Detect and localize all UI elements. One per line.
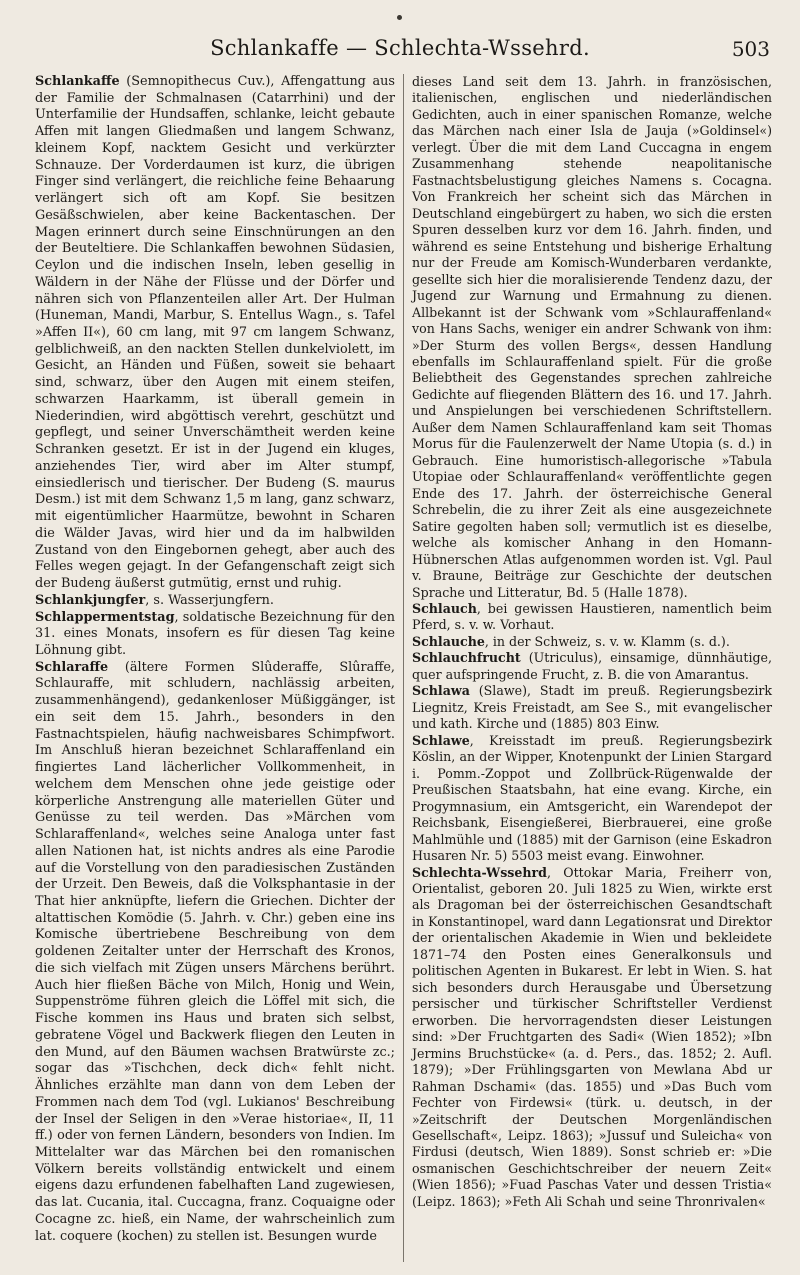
entry-headword: Schlappermentstag — [35, 609, 175, 625]
entry-headword: Schlaraffe — [35, 659, 109, 675]
dictionary-entry — [412, 634, 772, 650]
dictionary-entry — [35, 660, 395, 1246]
running-header: Schlankaffe — Schlechta-Wssehrd. — [210, 36, 590, 60]
entry-text: , Ottokar Maria, Freiherr von, Orientalist, geboren 20. Juli 1825 zu Wien, wirkte erst als Dragoman bei der österreichischen Gesandtschaft in Konstantinopel, ward dann Legationsrat und Direktor der orientalischen Akademie in Wien und bekleidete 1871–74 den Posten eines Generalkonsuls und politischen Agenten in Bukarest. Er lebt in Wien. S. hat sich besonders durch Herausgabe und Übersetzung persischer und türkischer Schriftsteller Verdienst erworben. Die hervorragendsten dieser Leistungen sind: »Der Fruchtgarten des Sadi« (Wien 1852); »Ibn Jermins Bruchstücke« (a. d. Pers., das. 1852; 2. Aufl. 1879); »Der Frühlingsgarten von Mewlana Abd ur Rahman Dschami« (das. 1855) und »Das Buch vom Fechter von Firdewsi« (türk. u. deutsch, in der »Zeitschrift der Deutschen Morgenländischen Gesellschaft«, Leipz. 1863); »Jussuf und Suleicha« von Firdusi (deutsch, Wien 1889). Sonst schrieb er: »Die osmanischen Geschichtschreiber der neuern Zeit« (Wien 1856); »Fuad Paschas Vater und dessen Tristia« (Leipz. 1863); »Feth Ali Schah und seine Thronrivalen« — [412, 864, 772, 1209]
entry-headword: Schlauche — [412, 633, 485, 649]
dictionary-entry — [412, 733, 772, 865]
column-divider — [403, 74, 404, 1262]
entry-text: , soldatische Bezeichnung für den 31. eines Monats, insofern es für diesen Tag keine Löhnung gibt. — [35, 609, 395, 658]
entry-headword: Schlechta-Wssehrd — [412, 864, 547, 880]
entry-headword: Schlankjungfer — [35, 592, 146, 608]
entry-headword: Schlauch — [412, 601, 477, 616]
ink-dot — [397, 15, 402, 20]
entry-text: , bei gewissen Haustieren, namentlich beim Pferd, s. v. w. Vorhaut. — [412, 601, 772, 633]
left-column — [35, 74, 395, 1245]
dictionary-entry — [412, 601, 772, 634]
dictionary-entry — [412, 683, 772, 732]
page-number: 503 — [731, 37, 770, 61]
dictionary-entry — [35, 610, 395, 660]
dictionary-entry — [412, 74, 772, 601]
entry-text: (Semnopithecus Cuv.), Affengattung aus der Familie der Schmalnasen (Catarrhini) und der Unterfamilie der Hundsaffen, schlanke, leicht gebaute Affen mit langen Gliedmaßen und langem Schwanz, kleinem Kopf, nacktem Gesicht und verkürzter Schnauze. Der Vorderdaumen ist kurz, die übrigen Finger sind verlängert, die reichliche feine Behaarung verlängert sich oft am Kopf. Sie besitzen Gesäßschwielen, aber keine Backentaschen. Der Magen erinnert durch seine Einschnürungen an den der Beuteltiere. Die Schlankaffen bewohnen Südasien, Ceylon und die indischen Inseln, leben gesellig in Wäldern in der Nähe der Flüsse und der Dörfer und nähren sich von Pflanzenteilen aller Art. Der Hulman (Huneman, Mandi, Marbur, S. Entellus Wagn., s. Tafel »Affen II«), 60 cm lang, mit 97 cm langem Schwanz, gelblichweiß, an den nackten Stellen dunkelviolett, im Gesicht, an Händen und Füßen, soweit sie behaart sind, schwarz, über den Augen mit einem steifen, schwarzen Haarkamm, ist überall gemein in Niederindien, wird abgöttisch verehrt, geschützt und gepflegt, und seiner Unverschämtheit werden keine Schranken gesetzt. Er ist in der Jugend ein kluges, anziehendes Tier, wird aber im Alter stumpf, einsiedlerisch und tierischer. Der Budeng (S. maurus Desm.) ist mit dem Schwanz 1,5 m lang, ganz schwarz, mit eigentümlicher Haarmütze, bewohnt in Scharen die Wälder Javas, wird hier und da im halbwilden Zustand von den Eingebornen gehegt, aber auch des Felles wegen gejagt. In der Gefangenschaft zeigt sich der Budeng äußerst gutmütig, ernst und ruhig. — [35, 74, 395, 592]
entry-text: (ältere Formen Slûderaffe, Slûraffe, Schlauraffe, mit schludern, nachlässig arbeiten, zusammenhängend), gedankenloser Müßiggänger, ist ein seit dem 15. Jahrh., besonders in den Fastnachtspielen, häufig nachweisbares Schimpfwort. Im Anschluß hieran bezeichnet Schlaraffenland ein fingiertes Land lächerlicher Vollkommenheit, in welchem dem Menschen ohne jede geistige oder körperliche Anstrengung alle materiellen Güter und Genüsse zu teil werden. Das »Märchen vom Schlaraffenland«, welches seine Analoga unter fast allen Nationen hat, ist nichts andres als eine Parodie auf die Vorstellung von den paradiesischen Zuständen der Urzeit. Den Beweis, daß die Volksphantasie in der That hier anknüpfte, liefern die Griechen. Dichter der altattischen Komödie (5. Jahrh. v. Chr.) geben eine ins Komische übertriebene Beschreibung von dem goldenen Zeitalter unter der Herrschaft des Kronos, die sich vielfach mit Zügen unsers Märchens berührt. Auch hier fließen Bäche von Milch, Honig und Wein, Suppenströme führen gleich die Löffel mit sich, die Fische kommen ins Haus und braten sich selbst, gebratene Vögel und Backwerk fliegen den Leuten in den Mund, auf den Bäumen wachsen Bratwürste zc.; sogar das »Tischchen, deck dich« fehlt nicht. Ähnliches erzählte man dann von dem Leben der Frommen nach dem Tod (vgl. Lukianos' Beschreibung der Insel der Seligen in den »Verae historiae«, II, 11 ff.) oder von fernen Ländern, besonders von Indien. Im Mittelalter war das Märchen bei den romanischen Völkern bereits vollständig entwickelt und einem eigens dazu erfundenen fabelhaften Land zugewiesen, das lat. Cucania, ital. Cuccagna, franz. Coquaigne oder Cocagne zc. hieß, ein Name, der wahrscheinlich zum lat. coquere (kochen) zu stellen ist. Besungen wurde — [35, 659, 395, 1244]
entry-headword: Schlawe — [412, 732, 470, 748]
entry-text: , Kreisstadt im preuß. Regierungsbezirk Köslin, an der Wipper, Knotenpunkt der Linien Stargard i. Pomm.-Zoppot und Zollbrück-Rügenwalde der Preußischen Staatsbahn, hat eine evang. Kirche, ein Progymnasium, ein Amtsgericht, ein Warendepot der Reichsbank, Eisengießerei, Bierbrauerei, eine große Mahlmühle und (1885) mit der Garnison (eine Eskadron Husaren Nr. 5) 5503 meist evang. Einwohner. — [412, 732, 772, 864]
entry-text: dieses Land seit dem 13. Jahrh. in französischen, italienischen, englischen und niederländischen Gedichten, auch in einer spanischen Romanze, welche das Märchen nach einer Isla de Jauja (»Goldinsel«) verlegt. Über die mit dem Land Cuccagna in engem Zusammenhang stehende neapolitanische Fastnachtsbelustigung gleiches Namens s. Cocagna. Von Frankreich her scheint sich das Märchen in Deutschland eingebürgert zu haben, wo sich die ersten Spuren desselben kurz vor dem 16. Jahrh. finden, und während es seine Entstehung und bisherige Erhaltung nur der Freude am Komisch-Wunderbaren verdankte, gesellte sich hier die moralisierende Tendenz dazu, der Jugend zur Warnung und Ermahnung zu dienen. Allbekannt ist der Schwank vom »Schlauraffenland« von Hans Sachs, weniger ein andrer Schwank von ihm: »Der Sturm des vollen Bergs«, dessen Handlung ebenfalls im Schlauraffenland spielt. Für die große Beliebtheit des Gegenstandes sprechen zahlreiche Gedichte auf fliegenden Blättern des 16. und 17. Jahrh. und Anspielungen bei verschiedenen Schriftstellern. Außer dem Namen Schlauraffenland kam seit Thomas Morus für die Faulenzerwelt der Name Utopia (s. d.) in Gebrauch. Eine humoristisch-allegorische »Tabula Utopiae oder Schlauraffenland« veröffentlichte gegen Ende des 17. Jahrh. der österreichische General Schrebelin, die zu ihrer Zeit als eine ausgezeichnete Satire gegolten haben soll; vermutlich ist es dieselbe, welche als komischer Anhang in den Homann-Hübnerschen Atlas aufgenommen worden ist. Vgl. Paul v. Braune, Beiträge zur Geschichte der deutschen Sprache und Litteratur, Bd. 5 (Halle 1878). — [412, 74, 772, 600]
right-column — [412, 74, 772, 1210]
entry-headword: Schlawa — [412, 683, 470, 699]
dictionary-entry — [35, 74, 395, 593]
entry-text: , in der Schweiz, s. v. w. Klamm (s. d.). — [484, 633, 730, 649]
dictionary-entry — [412, 865, 772, 1211]
dictionary-entry — [35, 593, 395, 610]
entry-text: (Utriculus), einsamige, dünnhäutige, quer aufspringende Frucht, z. B. die von Amarantus. — [412, 650, 772, 682]
dictionary-entry — [412, 650, 772, 683]
entry-headword: Schlankaffe — [35, 74, 120, 89]
entry-headword: Schlauchfrucht — [412, 650, 521, 666]
entry-text: (Slawe), Stadt im preuß. Regierungsbezirk Liegnitz, Kreis Freistadt, am See S., mit evangelischer und kath. Kirche und (1885) 803 Einw. — [412, 683, 772, 732]
entry-text: , s. Wasserjungfern. — [145, 592, 274, 608]
